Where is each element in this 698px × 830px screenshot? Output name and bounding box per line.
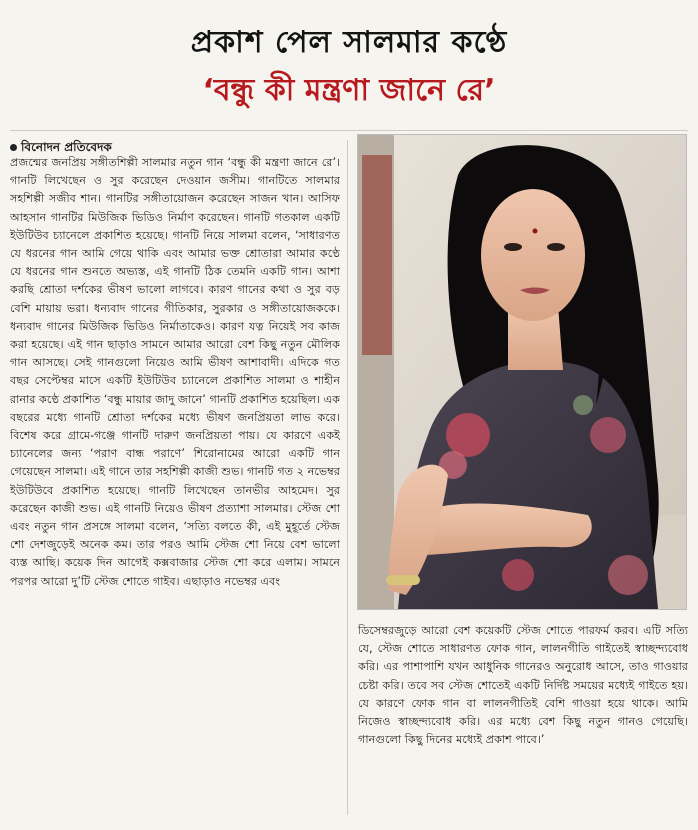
column-divider	[347, 140, 348, 815]
article-column-1	[10, 154, 340, 816]
header-divider	[10, 130, 688, 131]
column-1-text: প্রজন্মের জনপ্রিয় সঙ্গীতশিল্পী সালমার নতুন গান ‘বন্ধু কী মন্ত্রণা জানে রে’। গানটি লিখেছেন ও সুর করেছেন দেওয়ান জসীম। গানটিতে সালমার সহশিল্পী সজীব শান। গানটির সঙ্গীতায়োজন করেছেন সাজন খান। আসিফ আহসান গানটির মিউজিক ভিডিও নির্মাণ করেছেন। গানটি গতকাল একটি ইউটিউব চ্যানেলে প্রকাশিত হয়েছে। গানটি নিয়ে সালমা বলেন, ‘সাধারণত যে ধরনের গান আমি গেয়ে থাকি এবং আমার ভক্ত শ্রোতারা আমার কণ্ঠে যে ধরনের গান শুনতে অভ্যস্ত, এই গানটি ঠিক তেমনি একটি গান। আশা করছি শ্রোতা দর্শকের ভীষণ ভালো লাগবে। কারণ গানের কথা ও সুর বড় বেশি মায়ায় ভরা। ধন্যবাদ গানের গীতিকার, সুরকার ও সঙ্গীতায়োজককে। ধন্যবাদ গানের মিউজিক ভিডিও নির্মাতাকেও। কারণ যত্ন নিয়েই সব কাজ করা হয়েছে। এই গান ছাড়াও সামনে আমার আরো বেশ কিছু নতুন মৌলিক গান আসছে। সেই গানগুলো নিয়েও আমি ভীষণ আশাবাদী। এদিকে গত বছর সেপ্টেম্বর মাসে একটি ইউটিউব চ্যানেলে প্রকাশিত সালমা ও শাহীন রানার কণ্ঠে প্রকাশিত ‘বন্ধু মায়ার জাদু জানে’ গানটি প্রকাশিত হয়েছিল। এক বছরের মধ্যে গানটি শ্রোতা দর্শকের মধ্যে ভীষণ জনপ্রিয়তা লাভ করে। বিশেষ করে গ্রামে-গঞ্জে গানটি দারুণ জনপ্রিয়তা পায়। যে কারণে একই চ্যানেলের জন্য ‘পরাণ বান্ধ পরাণে’ শিরোনামের আরো একটি গান গেয়েছেন সালমা। এই গানে তার সহশিল্পী কাজী শুভ। গানটি গত ২ নভেম্বর ইউটিউবে প্রকাশিত হয়েছে। গানটি লিখেছেন তানভীর আহমেদ। সুর করেছেন কাজী শুভ। এই গানটি নিয়েও ভীষণ প্রত্যাশা সালমার। স্টেজ শো এবং নতুন গান প্রসঙ্গে সালমা বলেন, ‘সত্যি বলতে কী, এই মুহূর্তে স্টেজ শো দেশজুড়েই অনেক কম। তার পরও আমি স্টেজ শো নিয়ে বেশ ভালো ব্যস্ত আছি। কয়েক দিন আগেই কক্সবাজার স্টেজ শো করে এলাম। সামনে পরপর আরো দু’টি স্টেজ শোতে গাইব। এছাড়াও নভেম্বর এবং	[10, 156, 340, 588]
column-2-text: ডিসেম্বরজুড়ে আরো বেশ কয়েকটি স্টেজ শোতে পারফর্ম করব। এটি সত্যি যে, স্টেজ শোতে সাধারণত ফোক গান, লালনগীতি গাইতেই স্বাচ্ছন্দ্যবোধ করি। এর পাশাপাশি যখন আধুনিক গানেরও অনুরোধ আসে, তাও গাওয়ার চেষ্টা করি। তবে সব স্টেজ শোতেই একটি নির্দিষ্ট সময়ের মধ্যেই গাইতে হয়। যে কারণে ফোক গান বা লালনগীতিই বেশি গাওয়া হয়ে থাকে। আমি নিজেও স্বাচ্ছন্দ্যবোধ করি। এর মধ্যে বেশ কিছু নতুন গানও গেয়েছি। গানগুলো কিছু দিনের মধ্যেই প্রকাশ পাবে।’	[358, 624, 688, 747]
headline-line-2: ‘বন্ধু কী মন্ত্রণা জানে রে’	[202, 73, 496, 108]
headline-line-1: প্রকাশ পেল সালমার কণ্ঠে	[190, 25, 508, 60]
article-column-2	[358, 622, 688, 818]
byline-text: বিনোদন প্রতিবেদক	[21, 140, 112, 154]
salma-portrait-photo	[357, 134, 687, 610]
bullet-icon	[10, 144, 17, 151]
